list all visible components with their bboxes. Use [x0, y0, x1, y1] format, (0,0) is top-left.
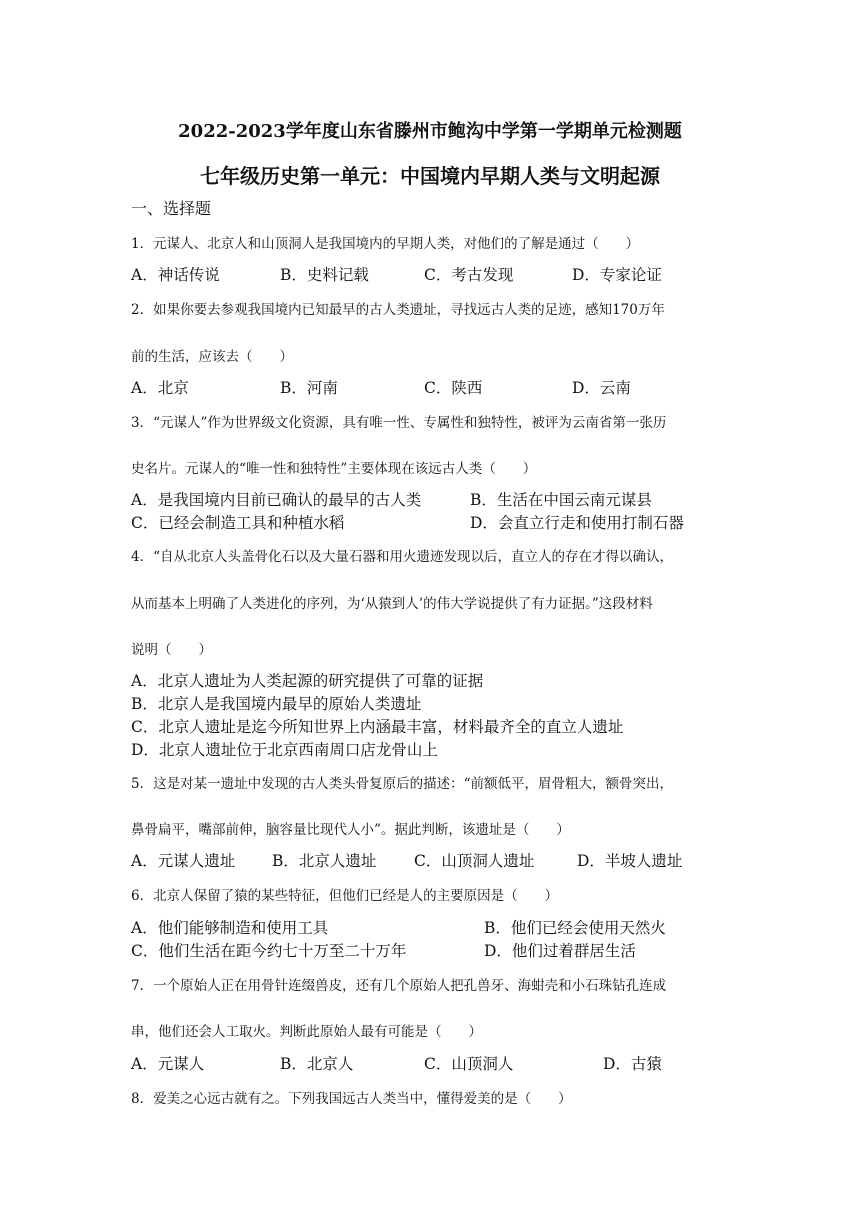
- option-a: A．元谋人遗址: [131, 852, 236, 870]
- question-text: 6．北京人保留了猿的某些特征，但他们已经是人的主要原因是（ ）: [131, 888, 559, 904]
- option-c: C．已经会制造工具和种植水稻: [131, 514, 345, 532]
- option-d: D．北京人遗址位于北京西南周口店龙骨山上: [131, 741, 438, 759]
- question-text: 前的生活，应该去（ ）: [131, 349, 293, 365]
- option-c: C．他们生活在距今约七十万至二十万年: [131, 942, 407, 960]
- question-text: 8．爱美之心远古就有之。下列我国远古人类当中，懂得爱美的是（ ）: [131, 1091, 572, 1107]
- option-a: A．是我国境内目前已确认的最早的古人类: [131, 491, 422, 509]
- option-d: D．古猿: [603, 1055, 662, 1073]
- question-text: 鼻骨扁平，嘴部前伸，脑容量比现代人小”。据此判断，该遗址是（ ）: [131, 822, 570, 838]
- option-d: D．云南: [572, 379, 631, 397]
- question-text: 5．这是对某一遗址中发现的古人类头骨复原后的描述：“前额低平，眉骨粗大，额骨突出，: [131, 776, 673, 792]
- question-text: 1．元谋人、北京人和山顶洞人是我国境内的早期人类，对他们的了解是通过（ ）: [131, 236, 640, 252]
- option-a: A．北京: [131, 379, 189, 397]
- option-a: A．神话传说: [131, 266, 220, 284]
- option-d: D．半坡人遗址: [577, 852, 683, 870]
- option-a: A．他们能够制造和使用工具: [131, 919, 329, 937]
- option-d: D．他们过着群居生活: [484, 942, 636, 960]
- section-heading: 一、选择题: [131, 199, 212, 218]
- option-c: C．考古发现: [424, 266, 514, 284]
- option-b: B．北京人: [280, 1055, 354, 1073]
- question-text: 串，他们还会人工取火。判断此原始人最有可能是（ ）: [131, 1024, 482, 1040]
- option-c: C．山顶洞人: [424, 1055, 514, 1073]
- document-subtitle: 七年级历史第一单元：中国境内早期人类与文明起源: [200, 164, 660, 188]
- option-c: C．陕西: [424, 379, 483, 397]
- option-b: B．史料记载: [280, 266, 369, 284]
- option-b: B．生活在中国云南元谋县: [470, 491, 652, 509]
- option-c: C．山顶洞人遗址: [414, 852, 535, 870]
- question-text: 史名片。元谋人的“唯一性和独特性”主要体现在该远古人类（ ）: [131, 461, 537, 477]
- option-b: B．北京人遗址: [272, 852, 377, 870]
- option-b: B．北京人是我国境内最早的原始人类遗址: [131, 695, 422, 713]
- question-text: 3．“元谋人”作为世界级文化资源，具有唯一性、专属性和独特性，被评为云南省第一张历: [131, 415, 667, 431]
- document-title: 2022-2023学年度山东省滕州市鲍沟中学第一学期单元检测题: [178, 121, 682, 142]
- option-a: A．元谋人: [131, 1055, 205, 1073]
- question-text: 2．如果你要去参观我国境内已知最早的古人类遗址，寻找远古人类的足迹，感知170万年: [131, 302, 665, 318]
- question-text: 7．一个原始人正在用骨针连缀兽皮，还有几个原始人把孔兽牙、海蚶壳和小石珠钻孔连成: [131, 978, 667, 994]
- option-c: C．北京人遗址是迄今所知世界上内涵最丰富，材料最齐全的直立人遗址: [131, 718, 624, 736]
- option-d: D．会直立行走和使用打制石器: [470, 514, 684, 532]
- question-text: 从而基本上明确了人类进化的序列，为‘从猿到人’的伟大学说提供了有力证据。”这段材料: [131, 596, 653, 612]
- question-text: 说明（ ）: [131, 642, 212, 658]
- option-d: D．专家论证: [572, 266, 662, 284]
- option-b: B．他们已经会使用天然火: [484, 919, 666, 937]
- option-a: A．北京人遗址为人类起源的研究提供了可靠的证据: [131, 672, 484, 690]
- option-b: B．河南: [280, 379, 338, 397]
- question-text: 4．“自从北京人头盖骨化石以及大量石器和用火遗迹发现以后，直立人的存在才得以确认，: [131, 549, 673, 565]
